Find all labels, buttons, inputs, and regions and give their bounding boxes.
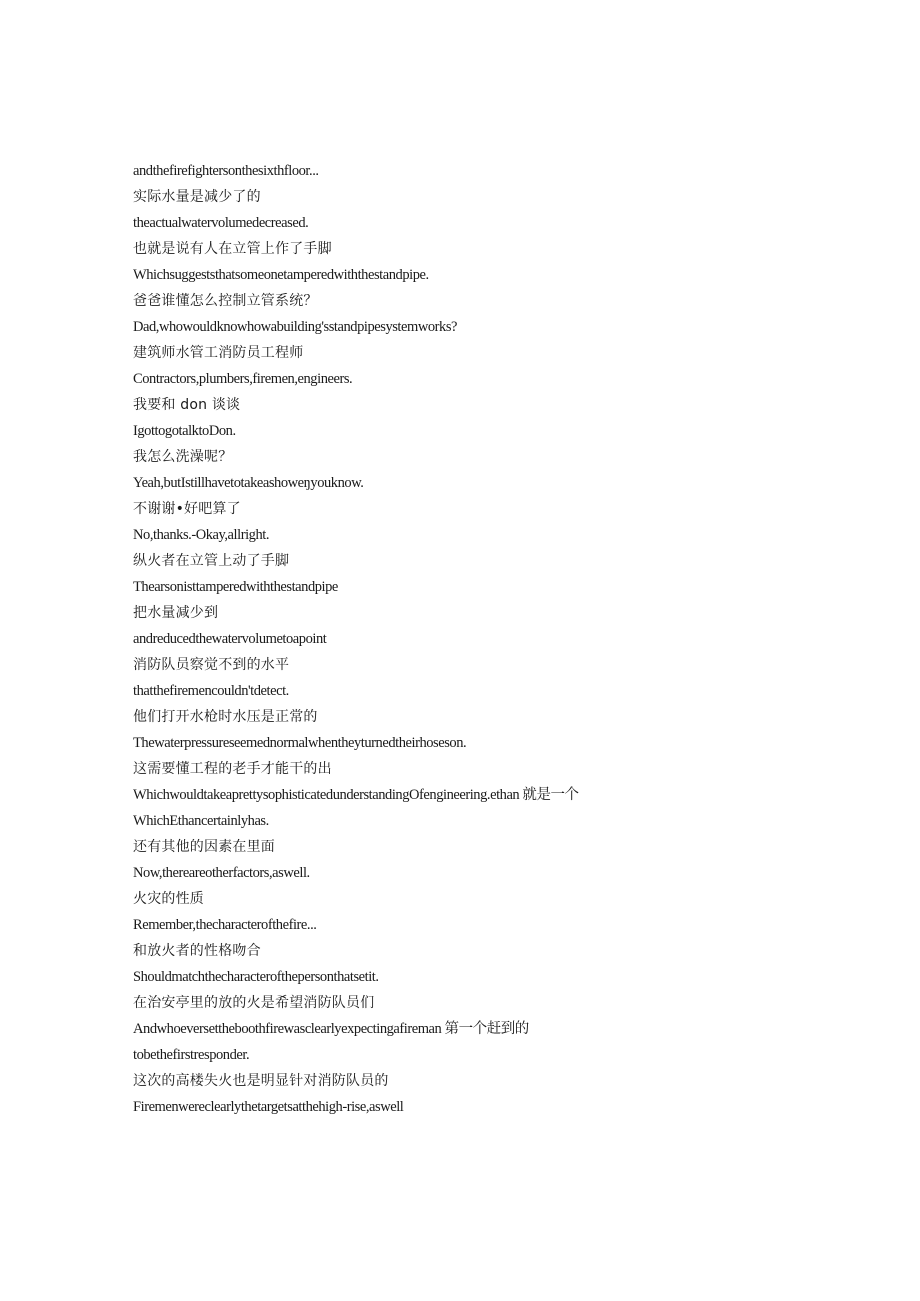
subtitle-line-chinese: 消防队员察觉不到的水平 [133, 657, 290, 673]
subtitle-line-chinese: 还有其他的因素在里面 [133, 839, 275, 855]
subtitle-line-english: Whichsuggeststhatsomeonetamperedwiththestandpipe. [133, 267, 429, 283]
subtitle-line-english: WhichEthancertainlyhas. [133, 813, 269, 829]
subtitle-line-chinese: 爸爸谁懂怎么控制立管系统？ [133, 293, 318, 309]
subtitle-line-english: Andwhoeversettheboothfirewasclearlyexpectingafireman 第一个赶到的 [133, 1021, 529, 1037]
subtitle-line-chinese: 我要和 don 谈谈 [133, 397, 241, 413]
subtitle-line-english: Thewaterpressureseemednormalwhentheyturnedtheirhoseson. [133, 735, 467, 751]
subtitle-line-english: Dad,whowouldknowhowabuilding'sstandpipesystemworks? [133, 319, 458, 335]
subtitle-line-english: Now,thereareotherfactors,aswell. [133, 865, 310, 881]
subtitle-line-english: Yeah,butIstillhavetotakeashoweŋyouknow. [133, 475, 364, 491]
subtitle-line-english: andthefirefightersonthesixthfloor... [133, 163, 319, 179]
subtitle-line-chinese: 实际水量是减少了的 [133, 189, 261, 205]
subtitle-line-chinese: 和放火者的性格吻合 [133, 943, 261, 959]
subtitle-line-english: WhichwouldtakeaprettysophisticatedunderstandingOfengineering.ethan 就是一个 [133, 787, 579, 803]
subtitle-line-chinese: 火灾的性质 [133, 891, 204, 907]
subtitle-line-english: andreducedthewatervolumetoapoint [133, 631, 327, 647]
subtitle-line-english: Shouldmatchthecharacterofthepersonthatsetit. [133, 969, 379, 985]
subtitle-line-chinese: 把水量减少到 [133, 605, 219, 621]
subtitle-line-english: thatthefiremencouldn'tdetect. [133, 683, 289, 699]
subtitle-line-english: theactualwatervolumedecreased. [133, 215, 309, 231]
subtitle-line-english: Contractors,plumbers,firemen,engineers. [133, 371, 353, 387]
subtitle-line-chinese: 他们打开水枪时水压是正常的 [133, 709, 318, 725]
subtitle-line-english: No,thanks.-Okay,allright. [133, 527, 270, 543]
subtitle-line-english: Thearsonisttamperedwiththestandpipe [133, 579, 338, 595]
subtitle-line-chinese: 在治安亭里的放的火是希望消防队员们 [133, 995, 375, 1011]
subtitle-line-english: Firemenwereclearlythetargetsatthehigh-rise,aswell [133, 1099, 404, 1115]
subtitle-line-chinese: 不谢谢•好吧算了 [133, 501, 241, 517]
subtitle-line-chinese: 这需要懂工程的老手才能干的出 [133, 761, 332, 777]
subtitle-line-chinese: 也就是说有人在立管上作了手脚 [133, 241, 332, 257]
subtitle-transcript [133, 158, 873, 1120]
subtitle-line-chinese: 我怎么洗澡呢？ [133, 449, 233, 465]
subtitle-line-chinese: 建筑师水管工消防员工程师 [133, 345, 304, 361]
subtitle-line-english: Remember,thecharacterofthefire... [133, 917, 317, 933]
subtitle-line-chinese: 这次的高楼失火也是明显针对消防队员的 [133, 1073, 389, 1089]
subtitle-line-chinese: 纵火者在立管上动了手脚 [133, 553, 290, 569]
subtitle-line-english: IgottogotalktoDon. [133, 423, 236, 439]
subtitle-line-english: tobethefirstresponder. [133, 1047, 250, 1063]
